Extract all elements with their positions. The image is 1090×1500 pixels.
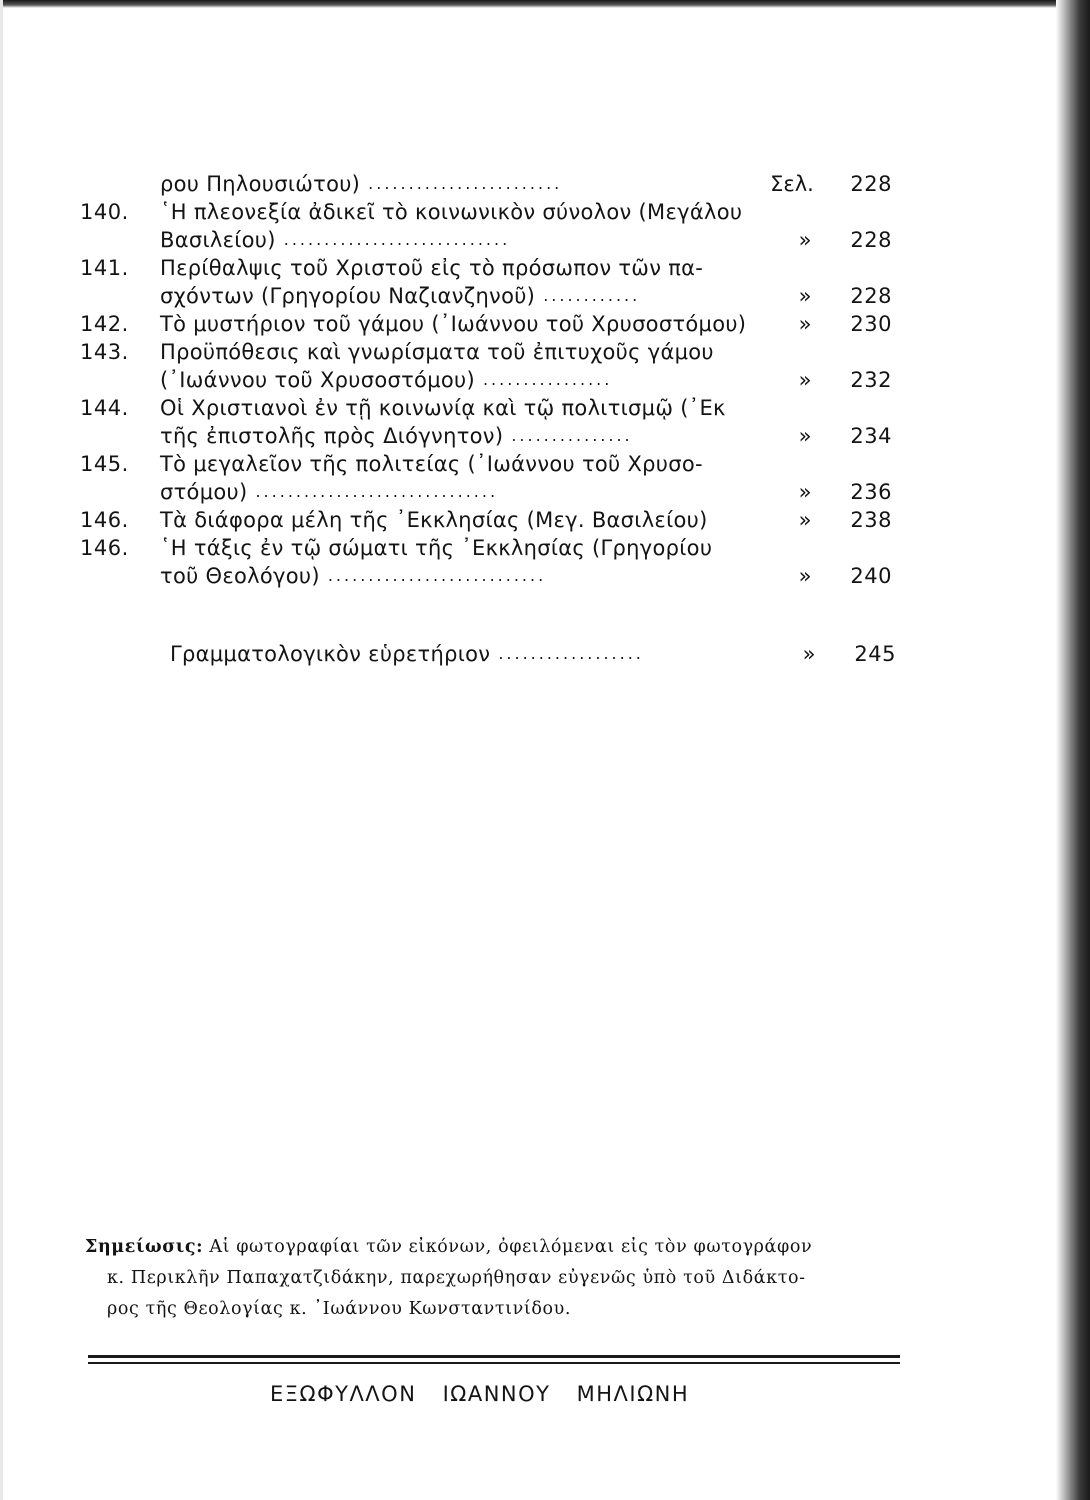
cover-credit: ΕΞΩΦΥΛΛΟΝ ΙΩΑΝΝΟΥ ΜΗΛΙΩΝΗ bbox=[270, 1382, 690, 1406]
toc-ditto-mark: » bbox=[798, 228, 812, 252]
toc-leader-dots: ............................ bbox=[283, 230, 511, 249]
toc-line bbox=[72, 282, 902, 310]
toc-page-number: 232 bbox=[850, 368, 892, 392]
toc-leader-dots: ........................... bbox=[327, 566, 547, 585]
toc-ditto-mark: » bbox=[798, 424, 812, 448]
note-text: Αἱ φωτογραφίαι τῶν εἰκόνων, ὀφειλόμεναι εἰς τὸν φωτογράφον bbox=[209, 1237, 813, 1257]
scan-edge-right bbox=[1056, 0, 1090, 1500]
toc-entry-number: 143. bbox=[80, 340, 129, 364]
toc-entry-text: Προϋπόθεσις καὶ γνωρίσματα τοῦ ἐπιτυχοῦς γάμου bbox=[160, 340, 714, 364]
toc-entry-text: Τὰ διάφορα μέλη τῆς ᾿Εκκλησίας (Μεγ. Βασιλείου) bbox=[160, 508, 708, 532]
scan-edge-top bbox=[0, 0, 1090, 8]
toc-entry-text: τοῦ Θεολόγου) bbox=[160, 564, 320, 588]
toc-ditto-mark: » bbox=[798, 312, 812, 336]
toc-entry-text: στόμου) bbox=[160, 480, 248, 504]
toc-line bbox=[72, 198, 902, 226]
toc-line bbox=[72, 254, 902, 282]
note-text: κ. Περικλῆν Παπαχατζιδάκην, παρεχωρήθησαν εὐγενῶς ὑπὸ τοῦ Διδάκτο- bbox=[107, 1268, 806, 1288]
toc-line bbox=[72, 534, 902, 562]
toc-leader-dots: ............ bbox=[543, 286, 641, 305]
toc-entry-text: Τὸ μεγαλεῖον τῆς πολιτείας (᾿Ιωάννου τοῦ Χρυσο- bbox=[160, 452, 703, 476]
toc-leader-dots: ............... bbox=[511, 426, 633, 445]
toc-entry-text: ρου Πηλουσιώτου) bbox=[160, 172, 361, 196]
toc-entry-number: 140. bbox=[80, 200, 129, 224]
toc-line bbox=[72, 562, 902, 590]
toc-page-number: 234 bbox=[850, 424, 892, 448]
toc-entry-text: Τὸ μυστήριον τοῦ γάμου (᾿Ιωάννου τοῦ Χρυσοστόμου) bbox=[160, 312, 747, 336]
toc-entry-text: ῾Η πλεονεξία ἀδικεῖ τὸ κοινωνικὸν σύνολον (Μεγάλου bbox=[160, 200, 743, 224]
toc-ditto-mark: » bbox=[802, 642, 816, 666]
toc-entry-text: Περίθαλψις τοῦ Χριστοῦ εἰς τὸ πρόσωπον τῶν πα- bbox=[160, 256, 704, 280]
divider-rule bbox=[88, 1362, 900, 1364]
toc-ditto-mark: » bbox=[798, 368, 812, 392]
toc-entry-number: 145. bbox=[80, 452, 129, 476]
toc-page-number: 245 bbox=[854, 642, 896, 666]
toc-entry-text: τῆς ἐπιστολῆς πρὸς Διόγνητον) bbox=[160, 424, 504, 448]
toc-ditto-mark: » bbox=[798, 508, 812, 532]
toc-page-number: 230 bbox=[850, 312, 892, 336]
toc-line bbox=[72, 226, 902, 254]
toc-entry-number: 144. bbox=[80, 396, 129, 420]
table-of-contents bbox=[72, 170, 902, 668]
toc-line bbox=[72, 506, 902, 534]
toc-line bbox=[72, 366, 902, 394]
toc-line bbox=[72, 310, 902, 338]
toc-line bbox=[72, 422, 902, 450]
divider-rule bbox=[88, 1355, 900, 1358]
toc-page-number: 236 bbox=[850, 480, 892, 504]
toc-ditto-mark: » bbox=[798, 284, 812, 308]
toc-page-number: 228 bbox=[850, 284, 892, 308]
toc-page-number: 238 bbox=[850, 508, 892, 532]
toc-entry-text: Βασιλείου) bbox=[160, 228, 276, 252]
toc-page-label: Σελ. bbox=[770, 172, 814, 196]
toc-line bbox=[72, 450, 902, 478]
toc-entry-text: ῾Η τάξις ἐν τῷ σώματι τῆς ᾿Εκκλησίας (Γρηγορίου bbox=[160, 536, 713, 560]
toc-entry-text: Γραμματολογικὸν εὑρετήριον bbox=[170, 642, 491, 666]
toc-leader-dots: ........................ bbox=[368, 174, 563, 193]
toc-page-number: 228 bbox=[850, 228, 892, 252]
toc-entry-number: 146. bbox=[80, 536, 129, 560]
toc-entry-number: 146. bbox=[80, 508, 129, 532]
toc-page-number: 240 bbox=[850, 564, 892, 588]
toc-leader-dots: .................. bbox=[498, 644, 644, 663]
note-text: ρος τῆς Θεολογίας κ. ᾿Ιωάννου Κωνσταντινίδου. bbox=[107, 1299, 572, 1319]
toc-ditto-mark: » bbox=[798, 564, 812, 588]
toc-ditto-mark: » bbox=[798, 480, 812, 504]
toc-leader-dots: ................ bbox=[482, 370, 613, 389]
toc-line bbox=[72, 478, 902, 506]
note-label: Σημείωσις: bbox=[85, 1237, 204, 1257]
toc-entry-text: (᾿Ιωάννου τοῦ Χρυσοστόμου) bbox=[160, 368, 475, 392]
note-block bbox=[85, 1232, 915, 1325]
toc-index-line bbox=[72, 640, 902, 668]
toc-line bbox=[72, 170, 902, 198]
toc-entry-number: 142. bbox=[80, 312, 129, 336]
scan-edge-left bbox=[0, 0, 3, 1500]
toc-entry-text: Οἱ Χριστιανοὶ ἐν τῇ κοινωνίᾳ καὶ τῷ πολιτισμῷ (᾿Εκ bbox=[160, 396, 726, 420]
toc-line bbox=[72, 338, 902, 366]
toc-entry-text: σχόντων (Γρηγορίου Ναζιανζηνοῦ) bbox=[160, 284, 536, 308]
toc-leader-dots: .............................. bbox=[255, 482, 499, 501]
toc-line bbox=[72, 394, 902, 422]
toc-entry-number: 141. bbox=[80, 256, 129, 280]
toc-page-number: 228 bbox=[850, 172, 892, 196]
